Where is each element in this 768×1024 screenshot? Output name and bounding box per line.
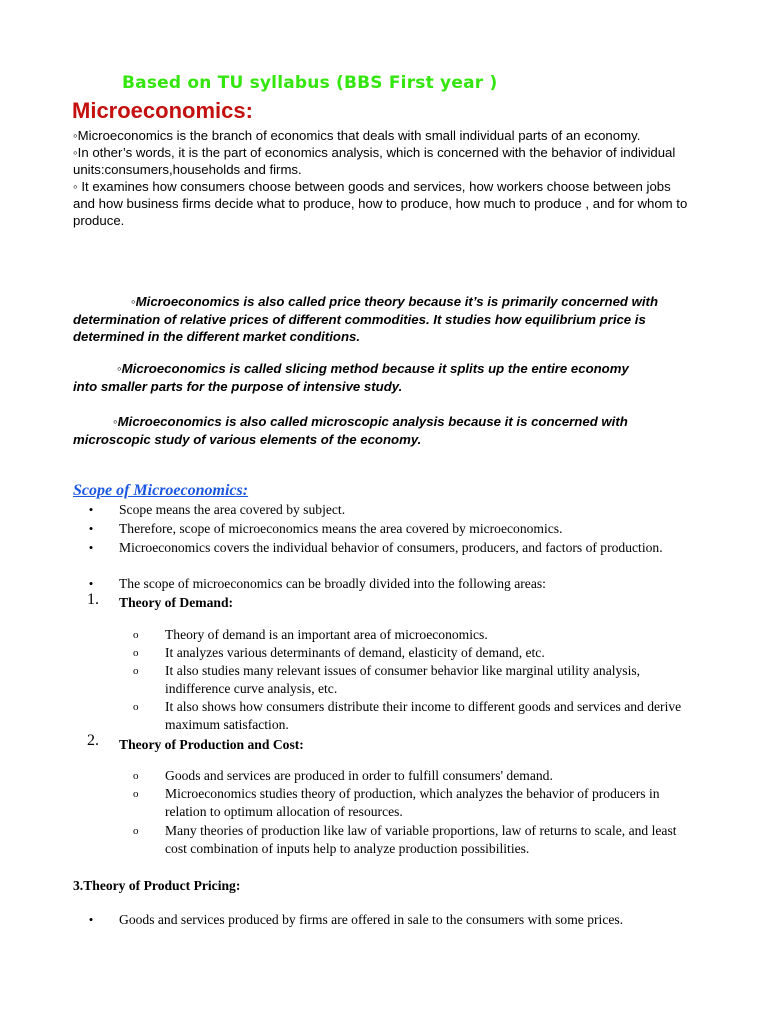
italic-note-rest: determination of relative prices of different commodities. It studies how equilibrium price is determined in the different market conditions. [73, 311, 646, 344]
circle-bullet-icon: o [133, 825, 139, 837]
section-item-text: Goods and services produced by firms are offered in sale to the consumers with some prices. [119, 912, 624, 927]
italic-note-first-line: ◦Microeconomics is called slicing method because it splits up the entire economy [117, 361, 629, 376]
bullet-icon: • [88, 502, 94, 517]
section-item-text: It also shows how consumers distribute their income to different goods and services and derive maximum satisfaction. [165, 699, 682, 732]
italic-note-microscopic-analysis [73, 413, 703, 448]
italic-note-first-line: ◦Microeconomics is also called microscopic analysis because it is concerned with [113, 414, 628, 429]
circle-bullet-icon: o [133, 788, 139, 800]
section-item-text: It also studies many relevant issues of consumer behavior like marginal utility analysis, indifference curve analysis, etc. [165, 663, 641, 696]
scope-bullet-text: Scope means the area covered by subject. [119, 502, 346, 517]
circle-bullet-icon: o [133, 770, 139, 782]
bullet-icon: • [88, 912, 94, 927]
scope-heading: Scope of Microeconomics: [73, 482, 249, 499]
section-item-text: Microeconomics studies theory of production, which analyzes the behavior of producers in relation to optimum allocation of resources. [165, 786, 660, 819]
header-note: Based on TU syllabus (BBS First year ) [122, 73, 498, 93]
circle-bullet-icon: o [133, 701, 139, 713]
italic-note-price-theory [73, 293, 703, 346]
section-item-text: It analyzes various determinants of demand, elasticity of demand, etc. [165, 645, 545, 660]
italic-note-rest: into smaller parts for the purpose of intensive study. [73, 378, 403, 394]
scope-bullet-text: Therefore, scope of microeconomics means the area covered by microeconomics. [119, 521, 563, 536]
section-item-text: Many theories of production like law of variable proportions, law of returns to scale, and least cost combination of inputs help to analyze production possibilities. [165, 823, 677, 856]
circle-bullet-icon: o [133, 665, 139, 677]
section-heading: 3.Theory of Product Pricing: [73, 878, 241, 893]
scope-bullet-text: The scope of microeconomics can be broadly divided into the following areas: [119, 576, 546, 591]
italic-note-rest: microscopic study of various elements of the economy. [73, 431, 422, 447]
intro-block [73, 127, 693, 229]
section-heading: Theory of Production and Cost: [119, 737, 304, 752]
page-title: Microeconomics: [72, 98, 253, 123]
section-item-text: Theory of demand is an important area of microeconomics. [165, 627, 488, 642]
italic-note-slicing-method [73, 360, 703, 395]
bullet-icon: • [88, 576, 94, 591]
intro-paragraph: ◦In other’s words, it is the part of economics analysis, which is concerned with the behavior of individual units:consumers,households and firms. [73, 145, 676, 177]
section-item-text: Goods and services are produced in order to fulfill consumers' demand. [165, 768, 553, 783]
circle-bullet-icon: o [133, 647, 139, 659]
intro-paragraph: ◦Microeconomics is the branch of economics that deals with small individual parts of an economy. [73, 128, 641, 143]
intro-paragraph: ◦ It examines how consumers choose between goods and services, how workers choose between jobs and how business firms decide what to produce, how to produce, how much to produce , and for whom to produce. [73, 179, 688, 228]
bullet-icon: • [88, 540, 94, 555]
bullet-icon: • [88, 521, 94, 536]
circle-bullet-icon: o [133, 629, 139, 641]
section-number: 2. [87, 732, 99, 749]
italic-note-first-line: ◦Microeconomics is also called price theory because it’s is primarily concerned with [131, 294, 658, 309]
scope-bullet-text: Microeconomics covers the individual behavior of consumers, producers, and factors of production. [119, 540, 663, 555]
section-number: 1. [87, 591, 99, 608]
section-heading: Theory of Demand: [119, 595, 234, 610]
